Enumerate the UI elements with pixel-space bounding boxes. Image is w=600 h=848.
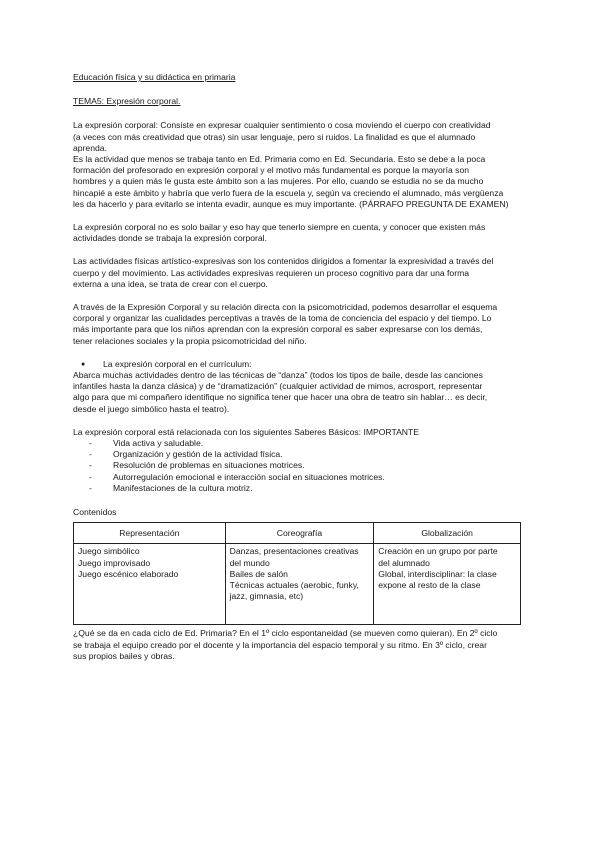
paragraph-not-only-dance [73,222,525,244]
cell-line: Juego escénico elaborado [78,568,179,579]
paragraph-psychomotricity [73,302,525,347]
table-cell-globalizacion [374,544,521,625]
text-line: hombres y a quien más le gusta este ámbito son a las mujeres. Por ello, cuando se estudia no se da mucho [73,176,484,187]
text-line: Abarca muchas actividades dentro de las técnicas de “danza” (todos los tipos de baile, desde las canciones [73,370,483,381]
text-line: más importante para que los niños aprendan con la expresión corporal es saber expresarse con los demás, [73,324,483,335]
list-item: - Vida activa y saludable. [89,438,525,449]
table-header: Coreografía [225,523,374,544]
text-line: A través de la Expresión Corporal y su relación directa con la psicomotricidad, podemos desarrollar el esquema [73,302,498,313]
table-header-row [74,523,521,544]
text-line: ¿Qué se da en cada ciclo de Ed. Primaria? En el 1º ciclo espontaneidad (se mueven como quieran). En 2º ciclo [73,628,498,639]
cell-line: Bailes de salón [229,568,288,579]
course-title: Educación física y su didáctica en primaria [73,72,236,82]
text-line: La expresión corporal: Consiste en expresar cualquier sentimiento o cosa moviendo el cuerpo con creatividad [73,120,491,131]
text-line: sus propios bailes y obras. [73,650,175,661]
text-line: aprenda. [73,142,107,153]
bullet-curriculum: ● La expresión corporal en el currículum: [81,359,525,370]
topic-title: TEMA5: Expresión corporal. [73,96,181,107]
text-line: formación del profesorado en expresión corporal y el motivo más fundamental es porque la mayoría son [73,165,470,176]
text-line: hincapié a este ámbito y habría que verlo fuera de la escuela y, según va creciendo el alumnado, más vergüenza [73,187,504,198]
text-line: (a veces con más creatividad que otras) sin usar lenguaje, pero si ruidos. La finalidad es que el alumnado [73,131,476,142]
table-header: Representación [74,523,226,544]
text-line: se trabaja el equipo creado por el docente y la importancia del espacio temporal y su ritmo. En 3º ciclo, crear [73,639,487,650]
text-line: infantiles hasta la danza clásica) y de “dramatización” (cualquier actividad de mimos, acrosport, representar [73,381,483,392]
paragraph-artistic-activities [73,256,525,290]
curriculum-section [73,359,525,415]
list-item: - Manifestaciones de la cultura motriz. [89,483,525,494]
cell-line: del alumnado [378,557,430,568]
contenidos-label: Contenidos [73,507,117,518]
table-header: Globalización [374,523,521,544]
table-cell-representacion [74,544,226,625]
text-line: tener relaciones sociales y la propia psicomotricidad del niño. [73,335,307,346]
text-line: Las actividades físicas artístico-expresivas son los contenidos dirigidos a fomentar la expresividad a través del [73,256,494,267]
saberes-section [73,427,525,494]
paragraph-cycles [73,628,525,662]
list-item: - Resolución de problemas en situaciones motrices. [89,460,525,471]
text-line: Es la actividad que menos se trabaja tanto en Ed. Primaria como en Ed. Secundaria. Esto se debe a la poca [73,154,486,165]
list-item: - Organización y gestión de la actividad física. [89,449,525,460]
cell-line: Juego improvisado [78,557,151,568]
cell-line: Técnicas actuales (aerobic, funky, [229,579,359,590]
contenidos-table [73,522,521,625]
text-line: les da hacerlo y para evitarlo se intenta evadir, aunque es muy importante. (PÁRRAFO PREGUNTA DE EXAMEN) [73,198,509,209]
cell-line: Juego simbólico [78,546,140,557]
list-item: - Autorregulación emocional e interacción social en situaciones motrices. [89,472,525,483]
text-line: La expresión corporal no es solo bailar y eso hay que tenerlo siempre en cuenta, y conocer que existen más [73,222,486,233]
cell-line: del mundo [229,557,270,568]
paragraph-definition [73,120,525,210]
cell-line: expone al resto de la clase [378,579,481,590]
table-row [74,544,521,625]
text-line: algo para que mi compañero identifique no significa tener que hacer una obra de teatro sin hablar… es decir, [73,392,488,403]
saberes-intro: La expresión corporal está relacionada con los siguientes Saberes Básicos: IMPORTANTE [73,426,419,437]
cell-line: Creación en un grupo por parte [378,546,498,557]
cell-line: Danzas, presentaciones creativas [229,546,359,557]
text-line: externa a una idea, se trata de crear con el cuerpo. [73,278,268,289]
cell-line: Global, interdisciplinar: la clase [378,568,497,579]
text-line: cuerpo y del movimiento. Las actividades expresivas requieren un proceso cognitivo para dar una forma [73,267,470,278]
text-line: actividades donde se trabaja la expresión corporal. [73,233,267,244]
table-cell-coreografia [225,544,374,625]
cell-line: jazz, gimnasia, etc) [229,591,304,602]
document-body [73,72,525,662]
saberes-list [89,438,525,494]
text-line: desde el juego simbólico hasta el teatro). [73,403,230,414]
text-line: corporal y organizar las cualidades perceptivas a través de la toma de conciencia del espacio y del tiempo. Lo [73,313,492,324]
